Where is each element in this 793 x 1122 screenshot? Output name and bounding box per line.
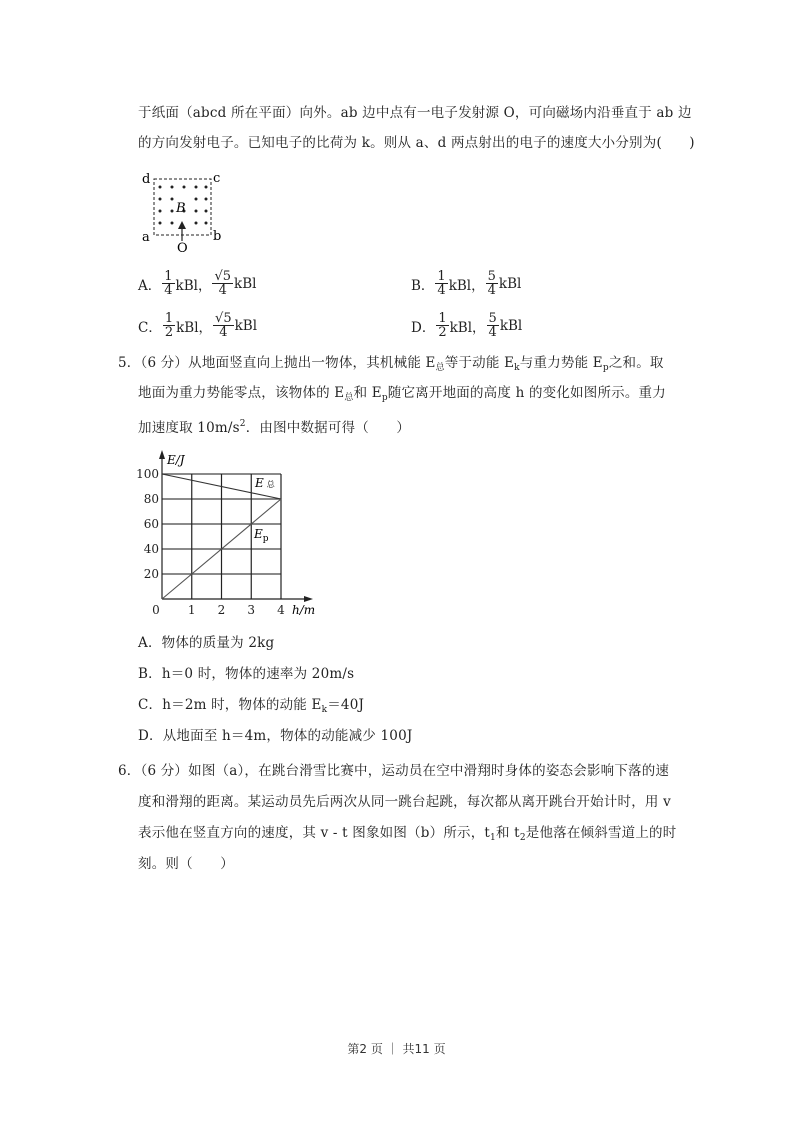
q5-option-c[interactable]: C．h＝2m 时，物体的动能 $E_k=40J$ [138, 697, 365, 715]
q4-option-d[interactable] [411, 312, 522, 339]
series-label-ep: $E_p$ [254, 527, 269, 544]
q4-text-line-1: 于纸面（abcd 所在平面）向外。ab 边中点有一电子发射源 O，可向磁场内沿垂直于 ab 边 [138, 105, 692, 121]
q6-text-line-2: 度和滑翔的距离。某运动员先后两次从同一跳台起跳，每次都从离开跳台开始计时，用 v [138, 794, 671, 810]
field-dot [183, 186, 186, 189]
option-label: C． [138, 319, 162, 336]
option-label: D． [411, 319, 436, 336]
q5-option-a[interactable]: A．物体的质量为 2kg [138, 635, 275, 651]
q6-text-line-3: 表示他在竖直方向的速度，其 v - t 图象如图（b）所示，$t_1$和 $t_2$是他落在倾斜雪道上的时 [138, 825, 677, 843]
unit: kBl [234, 275, 257, 292]
emission-arrow-head [178, 221, 186, 229]
q6-text-line-4: 刻。则（ ） [138, 856, 234, 872]
q4-option-b[interactable] [411, 270, 521, 297]
y-tick-label: 100 [136, 467, 159, 481]
y-tick-label: 80 [143, 492, 159, 506]
field-dot [159, 198, 162, 201]
fraction: $\frac{1}{4}$ [164, 269, 173, 298]
energy-height-chart [130, 445, 330, 625]
q5-option-d[interactable]: D．从地面至 h＝4m，物体的动能减少 100J [138, 728, 413, 744]
y-axis-arrow-icon [159, 450, 165, 459]
field-dot [195, 186, 198, 189]
field-dot [205, 198, 208, 201]
field-dot [195, 222, 198, 225]
unit: kBl， [448, 277, 485, 294]
unit: kBl [499, 317, 523, 334]
corner-label-d: d [142, 172, 151, 187]
source-label-O: O [177, 241, 188, 255]
field-label-B: B [176, 201, 186, 216]
field-dot [205, 186, 208, 189]
q5-option-b[interactable]: B．h＝0 时，物体的速率为 20m/s [138, 666, 355, 682]
fraction: $\frac{5}{4}$ [488, 311, 497, 340]
fraction: $\frac{√5}{4}$ [214, 269, 232, 298]
x-axis-arrow-icon [304, 596, 313, 602]
fraction: $\frac{1}{2}$ [438, 311, 447, 340]
q4-magnetic-field-diagram [135, 165, 235, 255]
unit: kBl [498, 275, 522, 292]
field-dot [159, 222, 162, 225]
field-dot [171, 210, 174, 213]
y-tick-label: 20 [143, 567, 159, 581]
corner-label-a: a [142, 230, 150, 245]
field-dot [171, 186, 174, 189]
field-dot [171, 222, 174, 225]
x-tick-label: 2 [217, 603, 226, 617]
q4-option-a[interactable] [138, 270, 256, 297]
y-tick-label: 60 [143, 517, 159, 531]
page-footer: 第2 页 ｜ 共11 页 [347, 1042, 446, 1056]
option-label: B． [411, 277, 435, 294]
field-dot [195, 198, 198, 201]
series-label-e-total: E总 [255, 476, 275, 490]
option-label: A． [138, 277, 162, 294]
x-tick-label: 4 [277, 603, 285, 617]
corner-label-c: c [213, 171, 221, 186]
q5-text-line-3: 加速度取 $10m/s^2$．由图中数据可得（ ） [138, 419, 411, 436]
fraction: $\frac{√5}{4}$ [215, 311, 232, 340]
field-dot [205, 222, 208, 225]
corner-label-b: b [213, 229, 222, 244]
field-dot [171, 198, 174, 201]
fraction: $\frac{5}{4}$ [487, 269, 496, 298]
q6-text-line-1: 6．（6 分）如图（a），在跳台滑雪比赛中，运动员在空中滑翔时身体的姿态会影响下落的速 [118, 763, 670, 779]
x-tick-label: 1 [187, 603, 196, 617]
x-tick-label: 3 [247, 603, 256, 617]
q4-text-line-2: 的方向发射电子。已知电子的比荷为 k。则从 a、d 两点射出的电子的速度大小分别为( ) [138, 135, 695, 151]
fraction: $\frac{1}{2}$ [164, 311, 174, 340]
q4-option-c[interactable] [138, 312, 257, 339]
x-tick-label: 0 [152, 603, 160, 617]
q5-text-line-1: 5．（6 分）从地面竖直向上抛出一物体，其机械能 $E_总$等于动能 $E_k$与重力势能 $E_p$之和。取 [118, 355, 664, 373]
chart-axes [159, 450, 313, 602]
y-tick-label: 40 [143, 542, 159, 556]
field-dot [205, 210, 208, 213]
unit: kBl， [175, 277, 212, 294]
unit: kBl， [176, 319, 213, 336]
field-dot [159, 186, 162, 189]
field-dot [159, 210, 162, 213]
unit: kBl， [449, 319, 486, 336]
x-axis-label: h/m [292, 603, 316, 617]
y-axis-label: E/J [167, 453, 185, 467]
unit: kBl [234, 317, 258, 334]
fraction: $\frac{1}{4}$ [437, 269, 446, 298]
field-dot [195, 210, 198, 213]
q5-text-line-2: 地面为重力势能零点，该物体的 $E_总$和 $E_p$随它离开地面的高度 h 的变化如图所示。重力 [138, 385, 666, 403]
